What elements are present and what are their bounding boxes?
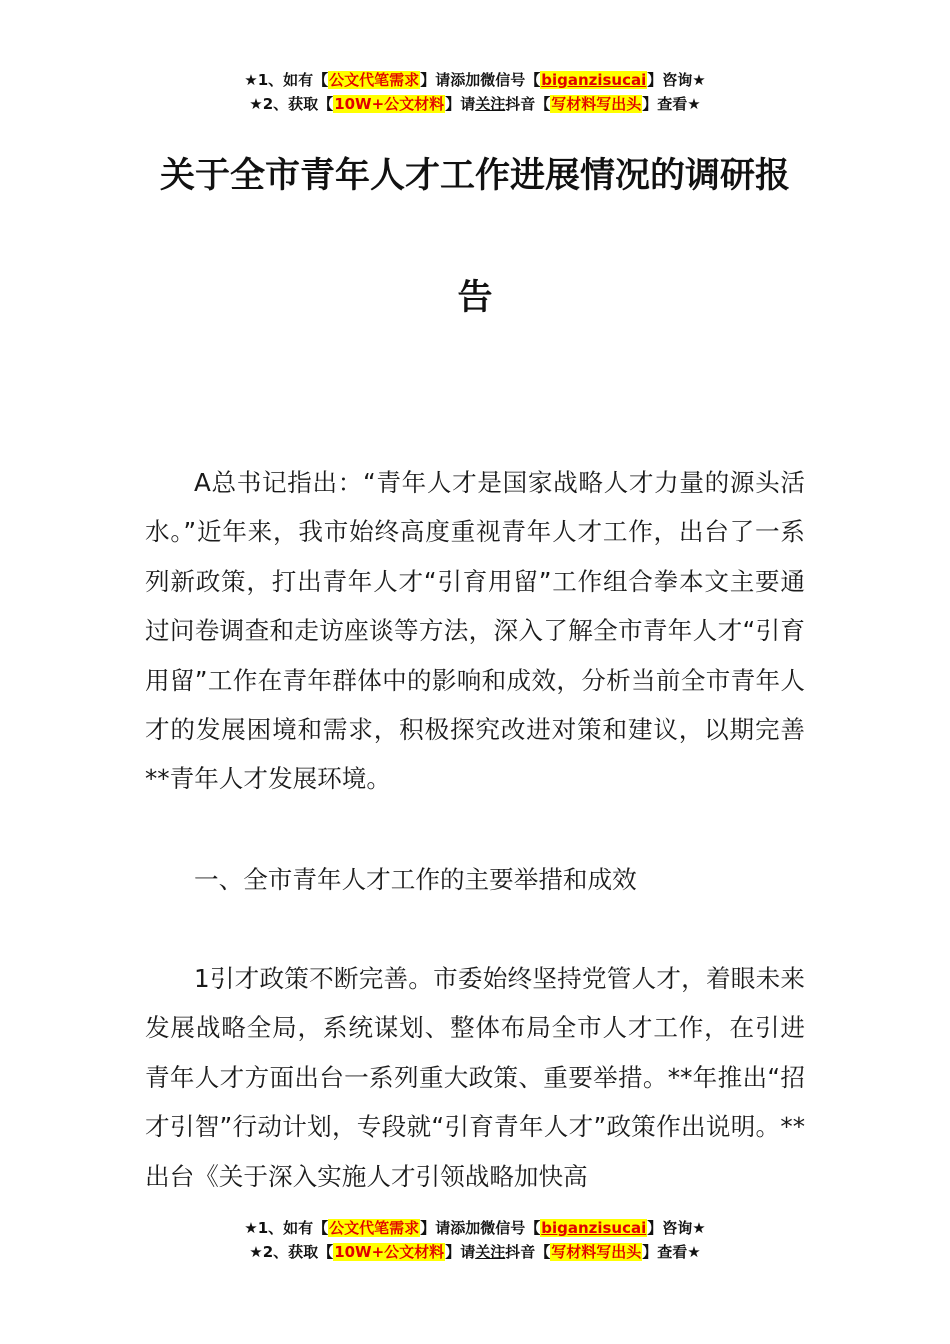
banner-follow-text: 关注 (475, 95, 506, 113)
footer-banner (0, 1216, 950, 1264)
header-banner (0, 68, 950, 116)
banner-text: 】请添加微信号【 (420, 71, 541, 89)
banner-text: 】咨询★ (647, 71, 706, 89)
banner-text: ★1、如有【 (244, 71, 329, 89)
banner-text: 抖音【 (505, 1243, 551, 1261)
intro-paragraph: A总书记指出：“青年人才是国家战略人才力量的源头活水。”近年来，我市始终高度重视青年人才工作，出台了一系列新政策，打出青年人才“引育用留”工作组合拳本文主要通过问卷调查和走访座谈等方法，深入了解全市青年人才“引育用留”工作在青年群体中的影响和成效，分析当前全市青年人才的发展困境和需求，积极探究改进对策和建议，以期完善**青年人才发展环境。 (145, 468, 805, 794)
highlight-account: 写材料写出头 (551, 1243, 642, 1261)
banner-line-2 (0, 92, 950, 116)
banner-text: 】查看★ (642, 95, 701, 113)
document-title-line-1: 关于全市青年人才工作进展情况的调研报 (159, 156, 790, 196)
banner-text: ★2、获取【 (249, 95, 334, 113)
highlight-materials: 10W+公文材料 (334, 95, 445, 113)
banner-line-2 (0, 1240, 950, 1264)
banner-text: ★2、获取【 (249, 1243, 334, 1261)
banner-text: 】咨询★ (647, 1219, 706, 1237)
document-title-line-2: 告 (457, 278, 493, 318)
wechat-id-link[interactable]: biganzisucai (541, 1219, 647, 1237)
banner-text: 】请添加微信号【 (420, 1219, 541, 1237)
banner-text: 】查看★ (642, 1243, 701, 1261)
section-heading-1: 一、全市青年人才工作的主要举措和成效 (194, 865, 637, 894)
banner-text: ★1、如有【 (244, 1219, 329, 1237)
highlight-materials: 10W+公文材料 (334, 1243, 445, 1261)
banner-follow-text: 关注 (475, 1243, 506, 1261)
banner-text: 】请 (445, 95, 476, 113)
highlight-account: 写材料写出头 (551, 95, 642, 113)
section-item-1-paragraph: 1引才政策不断完善。市委始终坚持党管人才，着眼未来发展战略全局，系统谋划、整体布局全市人才工作，在引进青年人才方面出台一系列重大政策、重要举措。**年推出“招才引智”行动计划，专段就“引育青年人才”政策作出说明。**出台《关于深入实施人才引领战略加快高 (145, 964, 805, 1191)
banner-line-1 (0, 1216, 950, 1240)
banner-text: 】请 (445, 1243, 476, 1261)
highlight-service: 公文代笔需求 (329, 71, 420, 89)
wechat-id-link[interactable]: biganzisucai (541, 71, 647, 89)
highlight-service: 公文代笔需求 (329, 1219, 420, 1237)
banner-text: 抖音【 (505, 95, 551, 113)
banner-line-1 (0, 68, 950, 92)
